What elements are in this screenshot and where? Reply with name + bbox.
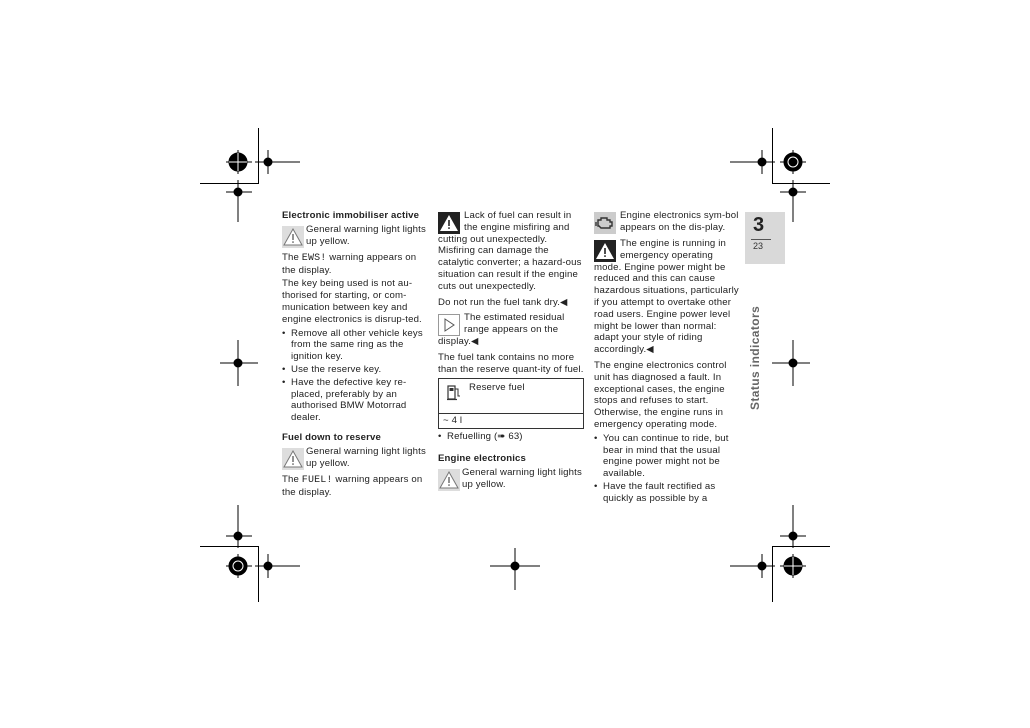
page-number: 23 (753, 241, 764, 251)
warning-text: General warning light lights up yellow. (306, 445, 426, 469)
tank-text: The fuel tank contains no more than the reserve quant-ity of fuel. (438, 351, 584, 375)
engine-symbol-block (594, 210, 740, 234)
warning-triangle-icon (282, 226, 304, 248)
column-2 (438, 210, 584, 495)
ews-warning-text: The EWS! warning appears on the display. (282, 251, 417, 276)
heading-engine-electronics: Engine electronics (438, 452, 527, 464)
caution-block (594, 238, 740, 356)
refuelling-link[interactable]: • Refuelling (➠ 63) (438, 431, 523, 443)
caution-triangle-icon (438, 212, 460, 234)
list-item: • Remove all other vehicle keys from the same ring as the ignition key. (282, 327, 423, 363)
control-unit-text: The engine electronics control unit has diagnosed a fault. In exceptional cases, the engine stops and refuses to start. Otherwise, the engine runs in emergency operating mode. (594, 359, 727, 430)
chapter-tab (745, 212, 785, 264)
heading-electronic-immobiliser: Electronic immobiliser active (282, 210, 420, 221)
fuel-warning-text: The FUEL! warning appears on the display. (282, 473, 423, 498)
reserve-fuel-value: ~ 4 l (443, 415, 463, 427)
column-1 (282, 210, 428, 500)
list-item: • You can continue to ride, but bear in mind that the usual engine power might not be available. (594, 432, 729, 480)
key-not-authorised-text: The key being used is not au-thorised for starting, or com-munication between key and engine electronics is disrup-ted. (282, 278, 422, 325)
caution-triangle-icon (594, 240, 616, 262)
chapter-number: 3 (753, 214, 765, 236)
section-side-title: Status indicators (748, 305, 762, 410)
caution-text: The engine is running in emergency operating mode. Engine power might be reduced and this can cause hazardous situations, particularly if you attempt to overtake other road users. Engine power level might be lower than normal: adapt your style of riding accordingly.◀ (594, 238, 739, 356)
fuel-dry-text: Do not run the fuel tank dry.◀ (438, 296, 568, 308)
list-item: • Use the reserve key. (282, 363, 382, 375)
fuel-pump-icon (447, 383, 461, 401)
reserve-fuel-table (438, 378, 584, 429)
caution-block (438, 210, 584, 293)
range-text: The estimated residual range appears on the display.◀ (438, 312, 565, 347)
reserve-fuel-label: Reserve fuel (469, 382, 525, 394)
range-block (438, 312, 584, 347)
warning-triangle-icon (282, 448, 304, 470)
fuel-code: FUEL! (301, 474, 333, 486)
engine-symbol-text: Engine electronics sym-bol appears on the dis-play. (620, 210, 739, 233)
tab-divider (751, 239, 771, 240)
engine-electronics-icon (594, 212, 616, 234)
list-item: • Have the defective key re-placed, preferably by an authorised BMW Motorrad dealer. (282, 376, 407, 424)
heading-fuel-reserve: Fuel down to reserve (282, 431, 381, 443)
warning-light-row (282, 224, 428, 248)
warning-text: General warning light lights up yellow. (306, 223, 426, 247)
warning-light-row (438, 467, 584, 491)
warning-triangle-icon (438, 469, 460, 491)
note-arrow-icon (438, 314, 460, 336)
list-item: • Have the fault rectified as quickly as possible by a (594, 480, 716, 504)
column-3 (594, 210, 740, 506)
warning-text: General warning light lights up yellow. (462, 466, 582, 490)
warning-light-row (282, 446, 428, 470)
table-row (439, 379, 583, 414)
caution-text: Lack of fuel can result in the engine misfiring and cutting out unexpectedly. Misfiring can damage the catalytic converter; a hazard-ous situation can result if the engine cuts out unexpectedly. (438, 210, 582, 292)
ews-code: EWS! (301, 252, 327, 264)
